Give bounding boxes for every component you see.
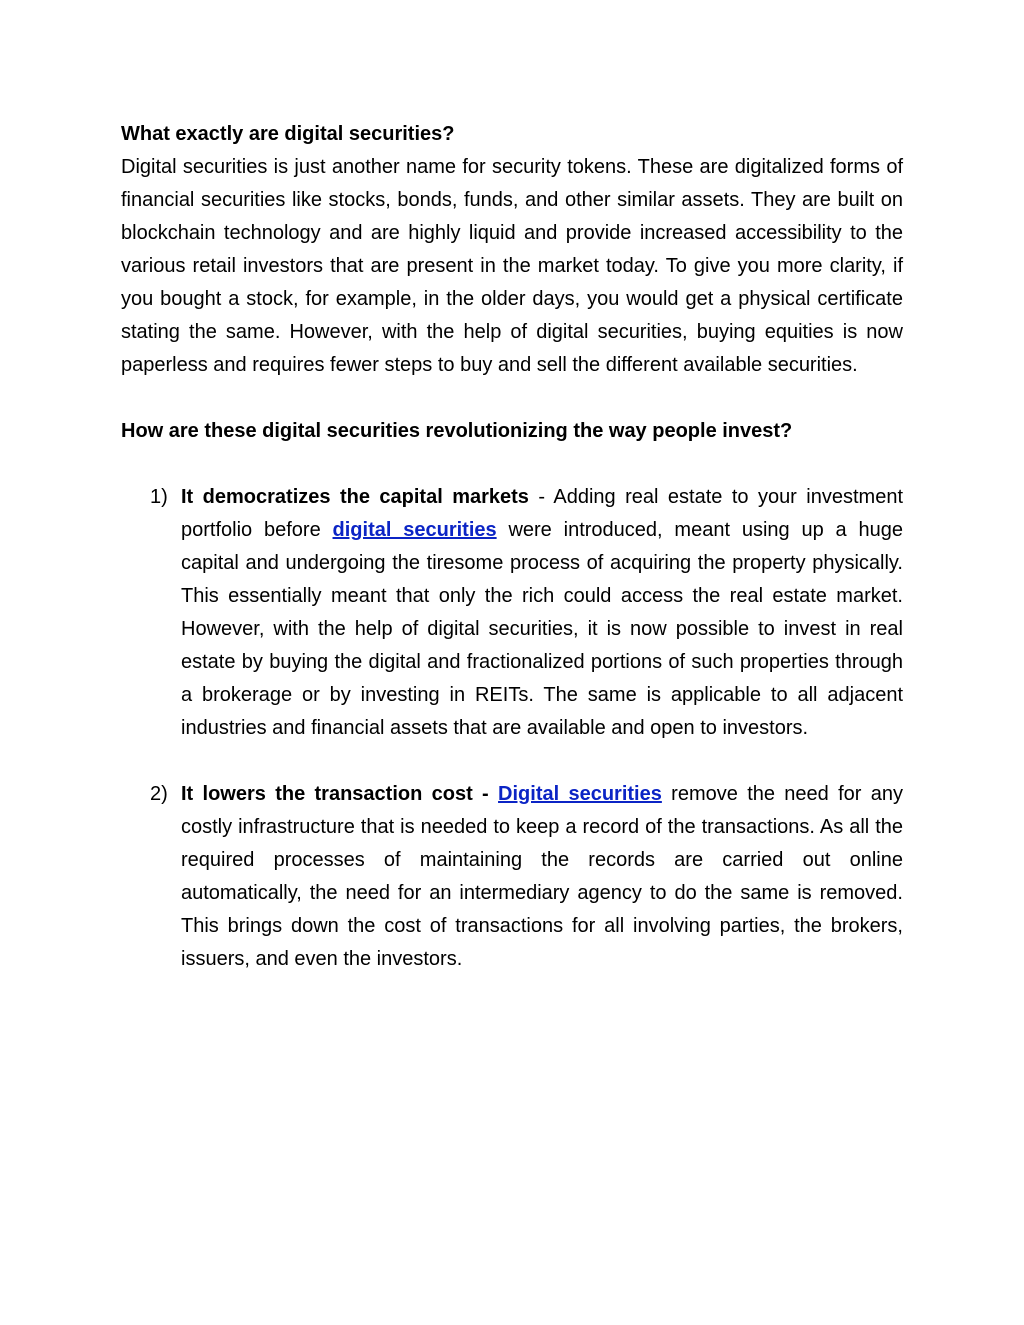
- digital-securities-link[interactable]: Digital securities: [498, 783, 662, 805]
- digital-securities-link[interactable]: digital securities: [332, 519, 497, 541]
- section-heading-digital-securities: What exactly are digital securities?: [121, 123, 455, 145]
- list-number: 2): [150, 783, 168, 805]
- list-item-democratizes: [121, 481, 903, 745]
- spacer: [121, 382, 903, 415]
- section-paragraph-digital-securities: Digital securities is just another name for security tokens. These are digitalized forms of financial securities like stocks, bonds, funds, and other similar assets. They are built on blockchain technology and are highly liquid and provide increased accessibility to the various retail investors that are present in the market today. To give you more clarity, if you bought a stock, for example, in the older days, you would get a physical certificate stating the same. However, with the help of digital securities, buying equities is now paperless and requires fewer steps to buy and sell the different available securities.: [121, 156, 903, 376]
- list-item-transaction-cost: [121, 778, 903, 976]
- list-item-lead: It democratizes the capital markets: [181, 486, 529, 508]
- list-item-text: remove the need for any costly infrastructure that is needed to keep a record of the transactions. As all the required processes of maintaining the records are carried out online automatically, the need for an intermediary agency to do the same is removed. This brings down the cost of transactions for all involving parties, the brokers, issuers, and even the investors.: [181, 783, 904, 970]
- spacer: [121, 745, 903, 778]
- spacer: [121, 448, 903, 481]
- list-item-text: were introduced, meant using up a huge capital and undergoing the tiresome process of acquiring the property physically. This essentially meant that only the rich could access the real estate market. However, with the help of digital securities, it is now possible to invest in real estate by buying the digital and fractionalized portions of such properties through a brokerage or by investing in REITs. The same is applicable to all adjacent industries and financial assets that are available and open to investors.: [181, 519, 903, 739]
- list-item-text: - Adding real estate to your investment portfolio before: [181, 486, 904, 541]
- document-page: [121, 118, 903, 976]
- list-number: 1): [150, 486, 168, 508]
- section-heading-revolutionizing: How are these digital securities revolutionizing the way people invest?: [121, 420, 793, 442]
- list-item-lead: It lowers the transaction cost -: [181, 783, 499, 805]
